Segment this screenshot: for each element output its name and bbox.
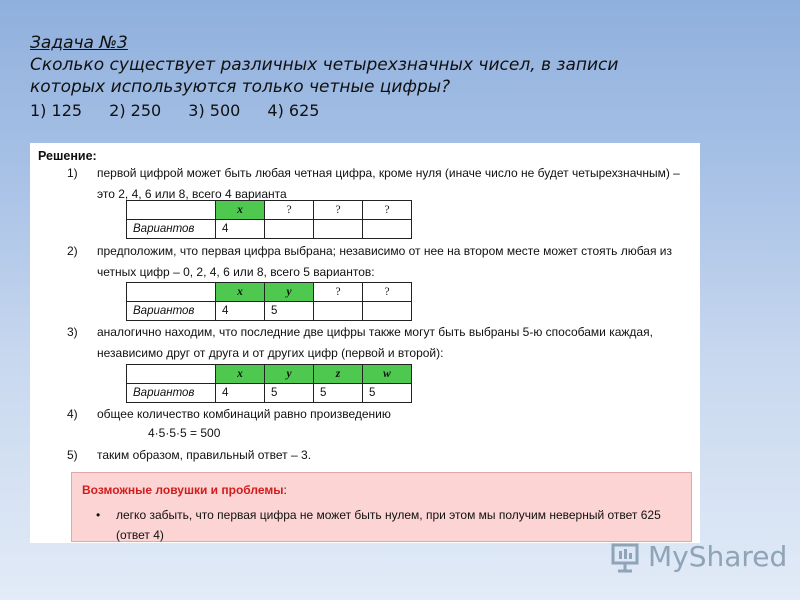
step-number: 4) xyxy=(67,407,78,421)
solution-step-4 xyxy=(38,404,688,425)
value-cell xyxy=(265,220,314,239)
row-label: Вариантов xyxy=(127,384,216,403)
solution-title: Решение: xyxy=(38,149,97,163)
bullet-icon: • xyxy=(96,508,101,522)
header-cell: ? xyxy=(363,201,412,220)
row-label: Вариантов xyxy=(127,302,216,321)
solution-step-5 xyxy=(38,445,688,466)
answer-option-2: 2) 250 xyxy=(109,101,162,120)
header-cell: w xyxy=(363,365,412,384)
row-label: Вариантов xyxy=(127,220,216,239)
solution-panel xyxy=(30,143,700,543)
step-number: 1) xyxy=(67,166,78,180)
header-cell: x xyxy=(216,201,265,220)
pitfall-text: легко забыть, что первая цифра не может быть нулем, при этом мы получим неверный ответ 625 (ответ 4) xyxy=(116,508,661,542)
product-formula: 4·5·5·5 = 500 xyxy=(148,426,221,440)
presentation-board-icon xyxy=(608,540,642,574)
variants-table-1 xyxy=(126,200,412,239)
logo-text: MyShared xyxy=(648,540,788,573)
task-question-line2: которых используются только четные цифры? xyxy=(30,77,451,97)
header-cell: ? xyxy=(363,283,412,302)
step-number: 3) xyxy=(67,325,78,339)
header-cell: ? xyxy=(314,283,363,302)
variants-table-3 xyxy=(126,364,412,403)
value-cell: 5 xyxy=(314,384,363,403)
step-text: предположим, что первая цифра выбрана; независимо от нее на втором месте может стоять любая из четных цифр – 0, 2, 4, 6 или 8, всего 5 вариантов: xyxy=(97,244,673,279)
value-cell xyxy=(314,220,363,239)
solution-step-2 xyxy=(38,241,688,283)
header-cell: y xyxy=(265,365,314,384)
header-cell: ? xyxy=(314,201,363,220)
pitfalls-box xyxy=(71,472,692,542)
header-cell: ? xyxy=(265,201,314,220)
task-title: Задача №3 xyxy=(30,33,128,53)
answer-option-4: 4) 625 xyxy=(267,101,320,120)
step-text: таким образом, правильный ответ – 3. xyxy=(97,448,312,462)
value-cell xyxy=(314,302,363,321)
solution-step-3 xyxy=(38,322,688,364)
variants-table-2 xyxy=(126,282,412,321)
value-cell: 4 xyxy=(216,384,265,403)
step-text: первой цифрой может быть любая четная цифра, кроме нуля (иначе число не будет четырехзначным) – это 2, 4, 6 или 8, всего 4 варианта xyxy=(97,166,680,201)
header-cell: x xyxy=(216,365,265,384)
value-cell xyxy=(363,220,412,239)
header-cell: x xyxy=(216,283,265,302)
header-cell: y xyxy=(265,283,314,302)
step-text: аналогично находим, что последние две цифры также могут быть выбраны 5-ю способами каждая, независимо друг от друга и от других цифр (первой и второй): xyxy=(97,325,653,360)
solution-step-1 xyxy=(38,163,688,205)
answer-options xyxy=(30,99,770,123)
value-cell: 5 xyxy=(265,384,314,403)
value-cell: 4 xyxy=(216,220,265,239)
step-number: 2) xyxy=(67,244,78,258)
answer-option-1: 1) 125 xyxy=(30,101,83,120)
pitfalls-title: Возможные ловушки и проблемы: xyxy=(82,483,287,497)
header-cell: z xyxy=(314,365,363,384)
answer-option-3: 3) 500 xyxy=(188,101,241,120)
task-question-line1: Сколько существует различных четырехзначных чисел, в записи xyxy=(30,55,619,75)
value-cell: 5 xyxy=(265,302,314,321)
value-cell: 4 xyxy=(216,302,265,321)
value-cell: 5 xyxy=(363,384,412,403)
myshared-logo xyxy=(608,540,788,576)
step-text: общее количество комбинаций равно произведению xyxy=(97,407,391,421)
value-cell xyxy=(363,302,412,321)
task-block xyxy=(30,32,770,123)
step-number: 5) xyxy=(67,448,78,462)
